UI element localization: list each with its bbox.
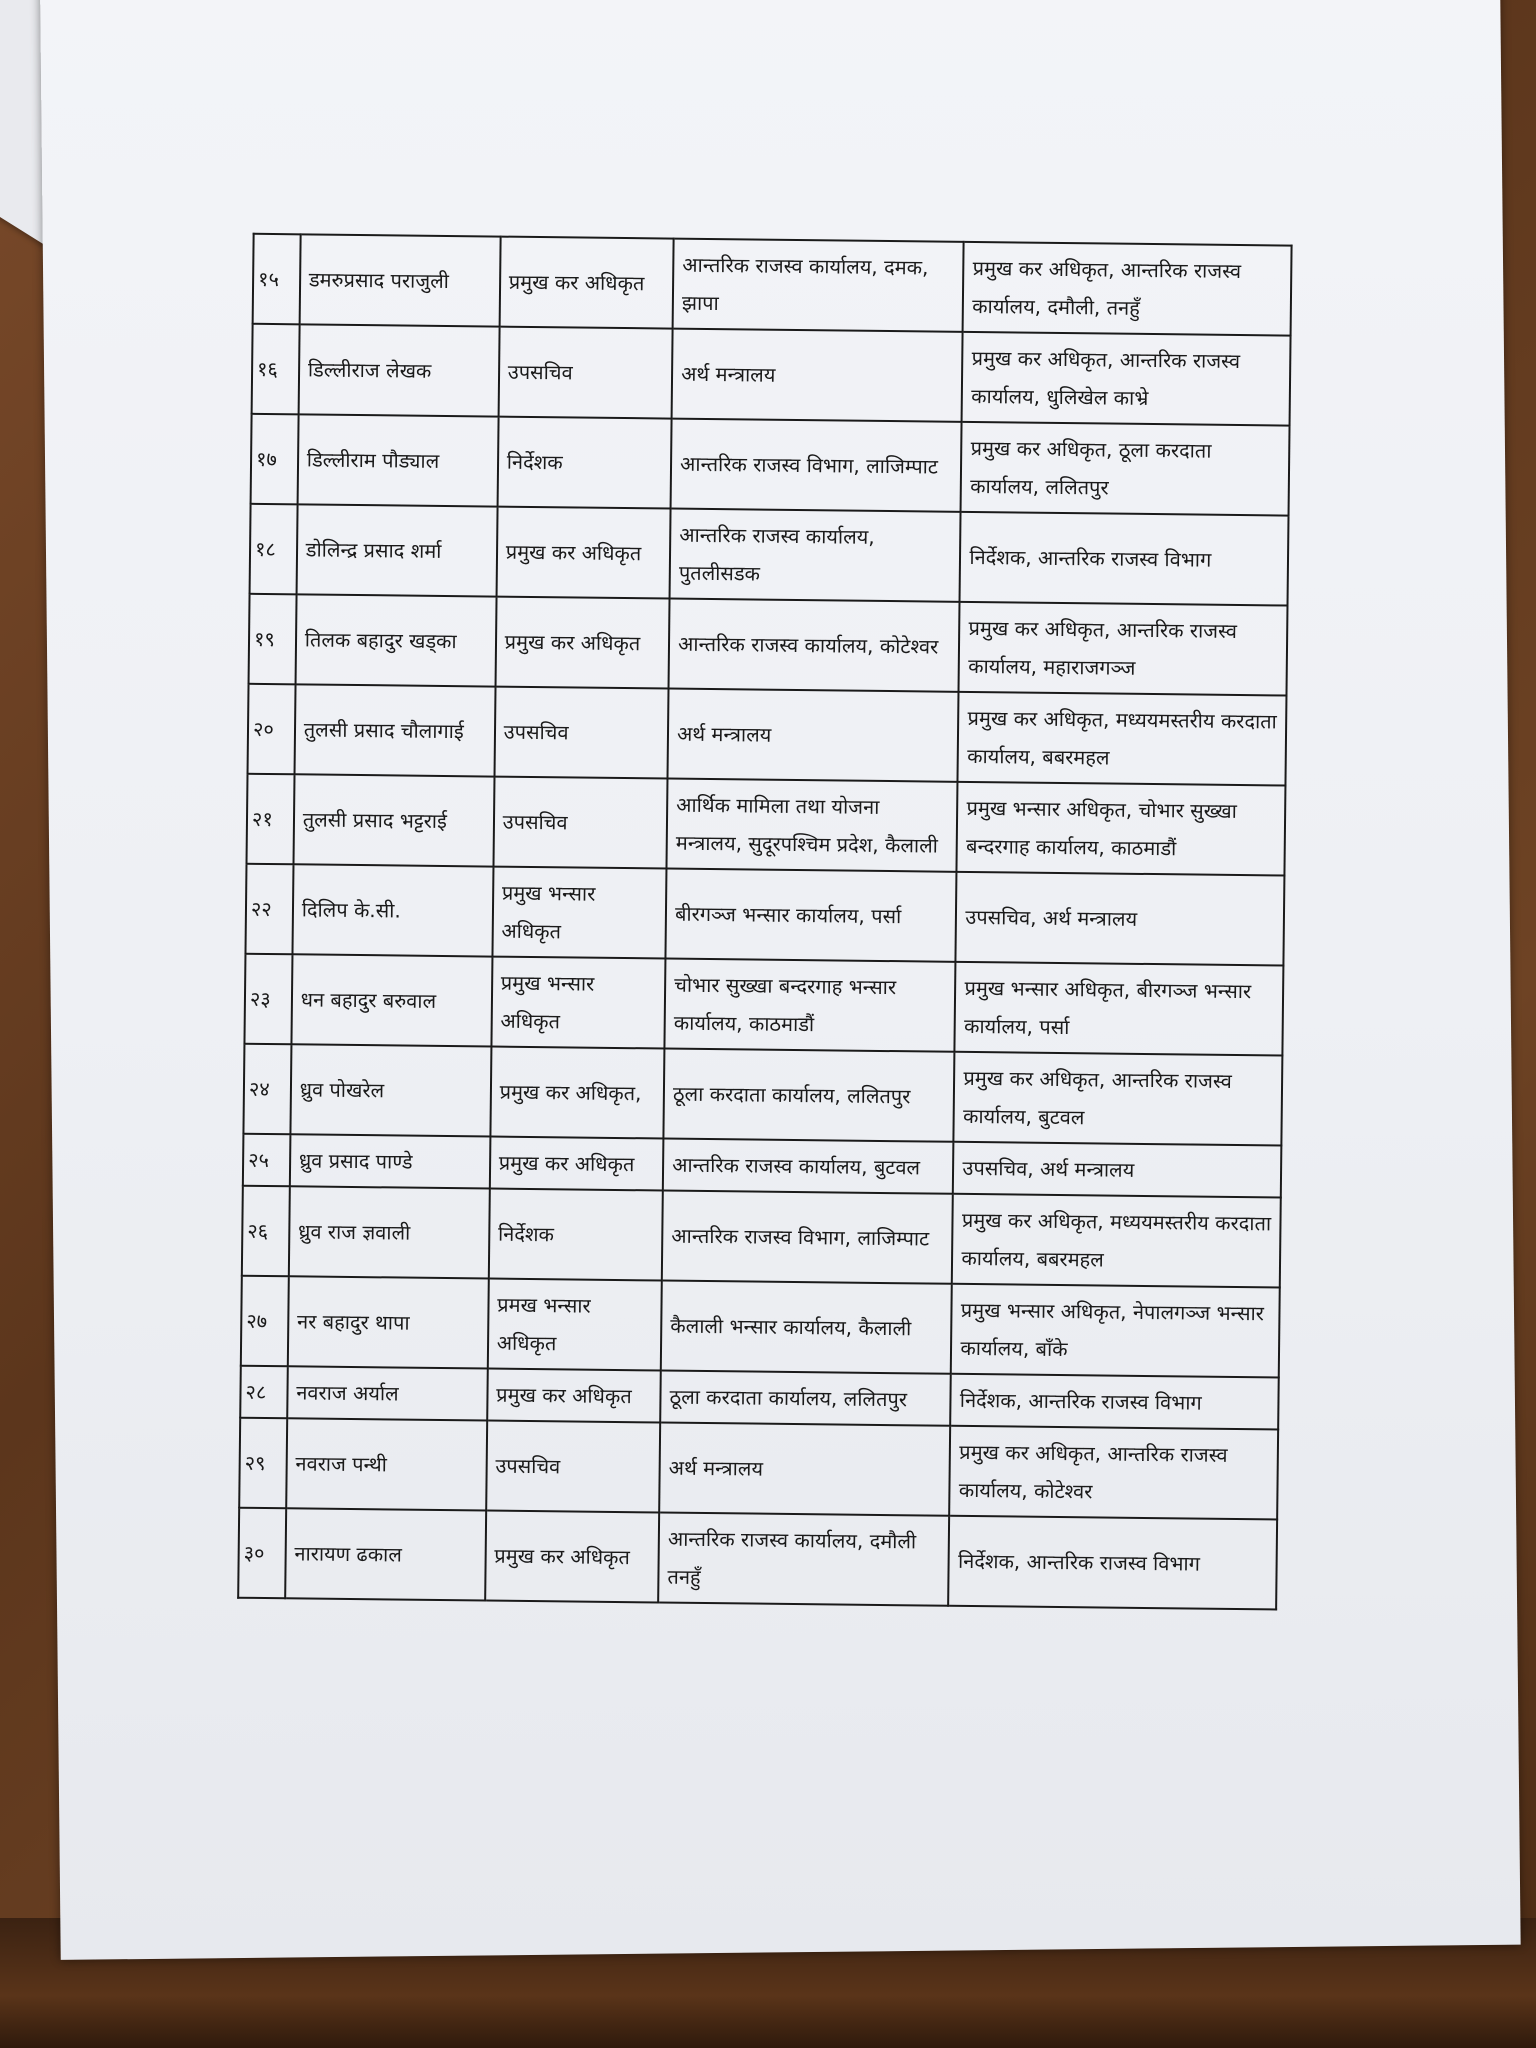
position-cell: उपसचिव: [494, 687, 668, 779]
current-office-cell: कैलाली भन्सार कार्यालय, कैलाली: [661, 1280, 952, 1373]
serial-number-cell: २१: [247, 774, 295, 865]
serial-number-cell: २६: [242, 1186, 290, 1277]
current-office-cell: अर्थ मन्त्रालय: [668, 689, 959, 782]
current-office-cell: आन्तरिक राजस्व विभाग, लाजिम्पाट: [662, 1191, 953, 1284]
serial-number-cell: २९: [239, 1418, 287, 1509]
serial-number-cell: १८: [250, 504, 298, 595]
new-assignment-cell: प्रमुख भन्सार अधिकृत, नेपालगञ्ज भन्सार कार्यालय, बाँके: [951, 1284, 1280, 1378]
position-cell: प्रमुख कर अधिकृत,: [490, 1047, 664, 1139]
table-row: [243, 1044, 1282, 1146]
employee-name-cell: ध्रुव पोखरेल: [290, 1044, 491, 1136]
current-office-cell: आन्तरिक राजस्व कार्यालय, दमक, झापा: [673, 239, 964, 332]
table-row: [242, 1186, 1281, 1288]
table-row: [239, 1418, 1278, 1520]
table-row: [252, 324, 1291, 426]
employee-name-cell: नारायण ढकाल: [285, 1508, 486, 1600]
new-assignment-cell: प्रमुख कर अधिकृत, आन्तरिक राजस्व कार्यालय, महाराजगञ्ज: [959, 602, 1288, 696]
serial-number-cell: २८: [240, 1366, 287, 1419]
serial-number-cell: १६: [252, 324, 300, 415]
table-row: [249, 594, 1288, 696]
new-assignment-cell: प्रमुख कर अधिकृत, आन्तरिक राजस्व कार्यालय, दमौली, तनहुँ: [963, 242, 1292, 336]
current-office-cell: चोभार सुख्खा बन्दरगाह भन्सार कार्यालय, काठमाडौं: [664, 959, 955, 1052]
new-assignment-cell: प्रमुख भन्सार अधिकृत, बीरगञ्ज भन्सार कार्यालय, पर्सा: [955, 962, 1284, 1056]
table-row: [251, 414, 1290, 516]
current-office-cell: आन्तरिक राजस्व कार्यालय, पुतलीसडक: [670, 509, 961, 602]
serial-number-cell: २२: [245, 864, 293, 955]
table-row: [250, 504, 1289, 606]
new-assignment-cell: प्रमुख कर अधिकृत, आन्तरिक राजस्व कार्यालय, धुलिखेल काभ्रे: [962, 332, 1291, 426]
serial-number-cell: २५: [243, 1134, 290, 1187]
position-cell: प्रमुख कर अधिकृत: [495, 597, 669, 689]
table-row: [253, 234, 1292, 336]
current-office-cell: अर्थ मन्त्रालय: [659, 1422, 950, 1515]
new-assignment-cell: प्रमुख कर अधिकृत, मध्ययमस्तरीय करदाता कार्यालय, बबरमहल: [952, 1194, 1281, 1288]
transfer-table-body: [238, 234, 1291, 1610]
current-office-cell: ठूला करदाता कार्यालय, ललितपुर: [660, 1370, 951, 1425]
position-cell: प्रमुख कर अधिकृत: [487, 1369, 661, 1423]
new-assignment-cell: उपसचिव, अर्थ मन्त्रालय: [953, 1142, 1281, 1198]
employee-name-cell: तिलक बहादुर खड्का: [295, 594, 496, 686]
table-row: [244, 954, 1283, 1056]
current-office-cell: आन्तरिक राजस्व विभाग, लाजिम्पाट: [671, 419, 962, 512]
employee-name-cell: नवराज पन्थी: [286, 1418, 487, 1510]
new-assignment-cell: प्रमुख कर अधिकृत, आन्तरिक राजस्व कार्यालय, कोटेश्वर: [950, 1426, 1279, 1520]
employee-name-cell: नवराज अर्याल: [287, 1366, 488, 1420]
position-cell: प्रमख भन्सार अधिकृत: [488, 1279, 662, 1371]
position-cell: प्रमुख कर अधिकृत: [490, 1137, 664, 1191]
serial-number-cell: १५: [253, 234, 301, 325]
position-cell: निर्देशक: [497, 417, 671, 509]
employee-name-cell: तुलसी प्रसाद भट्टराई: [293, 774, 494, 866]
serial-number-cell: २०: [248, 684, 296, 775]
employee-name-cell: नर बहादुर थापा: [288, 1276, 489, 1368]
table-row: [238, 1508, 1277, 1610]
serial-number-cell: १९: [249, 594, 297, 685]
transfer-table: [237, 233, 1292, 1611]
position-cell: उपसचिव: [486, 1421, 660, 1513]
new-assignment-cell: प्रमुख भन्सार अधिकृत, चोभार सुख्खा बन्दरगाह कार्यालय, काठमाडौं: [957, 782, 1286, 876]
employee-name-cell: ध्रुव प्रसाद पाण्डे: [290, 1134, 491, 1188]
document-page: [40, 0, 1521, 1960]
new-assignment-cell: निर्देशक, आन्तरिक राजस्व विभाग: [960, 512, 1289, 606]
employee-name-cell: ध्रुव राज ज्ञवाली: [289, 1186, 490, 1278]
table-row: [241, 1276, 1280, 1378]
employee-name-cell: धन बहादुर बरुवाल: [291, 954, 492, 1046]
serial-number-cell: २४: [243, 1044, 291, 1135]
employee-name-cell: डिल्लीराम पौड्याल: [297, 414, 498, 506]
current-office-cell: बीरगञ्ज भन्सार कार्यालय, पर्सा: [666, 869, 957, 962]
employee-name-cell: तुलसी प्रसाद चौलागाई: [294, 684, 495, 776]
employee-name-cell: दिलिप के.सी.: [292, 864, 493, 956]
table-row: [245, 864, 1284, 966]
employee-name-cell: डिल्लीराज लेखक: [298, 324, 499, 416]
table-row: [247, 774, 1286, 876]
position-cell: उपसचिव: [493, 777, 667, 869]
position-cell: प्रमुख भन्सार अधिकृत: [492, 867, 666, 959]
current-office-cell: आन्तरिक राजस्व कार्यालय, बुटवल: [663, 1139, 954, 1194]
serial-number-cell: २३: [244, 954, 292, 1045]
table-row: [248, 684, 1287, 786]
current-office-cell: आन्तरिक राजस्व कार्यालय, कोटेश्वर: [669, 599, 960, 692]
position-cell: प्रमुख कर अधिकृत: [485, 1511, 659, 1603]
serial-number-cell: १७: [251, 414, 299, 505]
serial-number-cell: ३०: [238, 1508, 286, 1599]
new-assignment-cell: प्रमुख कर अधिकृत, आन्तरिक राजस्व कार्यालय, बुटवल: [954, 1052, 1283, 1146]
serial-number-cell: २७: [241, 1276, 289, 1367]
current-office-cell: ठूला करदाता कार्यालय, ललितपुर: [663, 1049, 954, 1142]
new-assignment-cell: उपसचिव, अर्थ मन्त्रालय: [956, 872, 1285, 966]
new-assignment-cell: निर्देशक, आन्तरिक राजस्व विभाग: [951, 1374, 1279, 1430]
position-cell: प्रमुख भन्सार अधिकृत: [491, 957, 665, 1049]
new-assignment-cell: निर्देशक, आन्तरिक राजस्व विभाग: [949, 1516, 1278, 1610]
new-assignment-cell: प्रमुख कर अधिकृत, मध्ययमस्तरीय करदाता कार्यालय, बबरमहल: [958, 692, 1287, 786]
position-cell: प्रमुख कर अधिकृत: [499, 237, 673, 329]
current-office-cell: आन्तरिक राजस्व कार्यालय, दमौली तनहुँ: [658, 1512, 949, 1605]
new-assignment-cell: प्रमुख कर अधिकृत, ठूला करदाता कार्यालय, ललितपुर: [961, 422, 1290, 516]
employee-name-cell: डमरुप्रसाद पराजुली: [299, 234, 500, 326]
position-cell: प्रमुख कर अधिकृत: [496, 507, 670, 599]
current-office-cell: अर्थ मन्त्रालय: [672, 329, 963, 422]
employee-name-cell: डोलिन्द्र प्रसाद शर्मा: [296, 504, 497, 596]
current-office-cell: आर्थिक मामिला तथा योजना मन्त्रालय, सुदूरपश्चिम प्रदेश, कैलाली: [667, 779, 958, 872]
position-cell: निर्देशक: [489, 1189, 663, 1281]
position-cell: उपसचिव: [498, 327, 672, 419]
